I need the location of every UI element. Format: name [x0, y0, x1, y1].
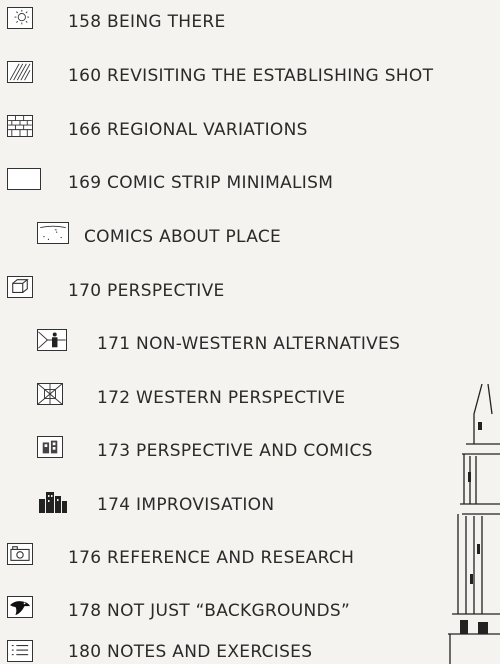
bird-icon — [7, 596, 33, 618]
toc-entry-178[interactable]: 178 NOT JUST “BACKGROUNDS” — [68, 601, 351, 621]
landscape-panel-icon — [37, 222, 69, 244]
toc-entry-174[interactable]: 174 IMPROVISATION — [97, 495, 275, 515]
blank-panel-icon — [7, 168, 41, 190]
toc-entry-160[interactable]: 160 REVISITING THE ESTABLISHING SHOT — [68, 66, 434, 86]
camera-icon — [7, 543, 33, 565]
toc-entry-173[interactable]: 173 PERSPECTIVE AND COMICS — [97, 441, 373, 461]
toc-entry-169[interactable]: 169 COMIC STRIP MINIMALISM — [68, 173, 334, 193]
toc-entry-166[interactable]: 166 REGIONAL VARIATIONS — [68, 120, 308, 140]
brick-panel-icon — [7, 115, 33, 137]
buildings-panel-icon — [37, 436, 63, 458]
list-icon — [7, 640, 33, 662]
toc-entry-comics-about-place[interactable]: COMICS ABOUT PLACE — [84, 227, 282, 247]
toc-entry-170[interactable]: 170 PERSPECTIVE — [68, 281, 225, 301]
sun-icon — [7, 7, 33, 29]
hatched-panel-icon — [7, 61, 33, 83]
cube-icon — [7, 276, 33, 298]
toc-entry-176[interactable]: 176 REFERENCE AND RESEARCH — [68, 548, 355, 568]
toc-entry-172[interactable]: 172 WESTERN PERSPECTIVE — [97, 388, 346, 408]
city-skyline-icon — [37, 489, 67, 513]
tower-illustration — [430, 384, 500, 664]
vanishing-point-icon — [37, 383, 63, 405]
toc-entry-158[interactable]: 158 BEING THERE — [68, 12, 226, 32]
figure-panel-icon — [37, 329, 67, 351]
toc-entry-171[interactable]: 171 NON-WESTERN ALTERNATIVES — [97, 334, 401, 354]
toc-entry-180[interactable]: 180 NOTES AND EXERCISES — [68, 642, 313, 662]
